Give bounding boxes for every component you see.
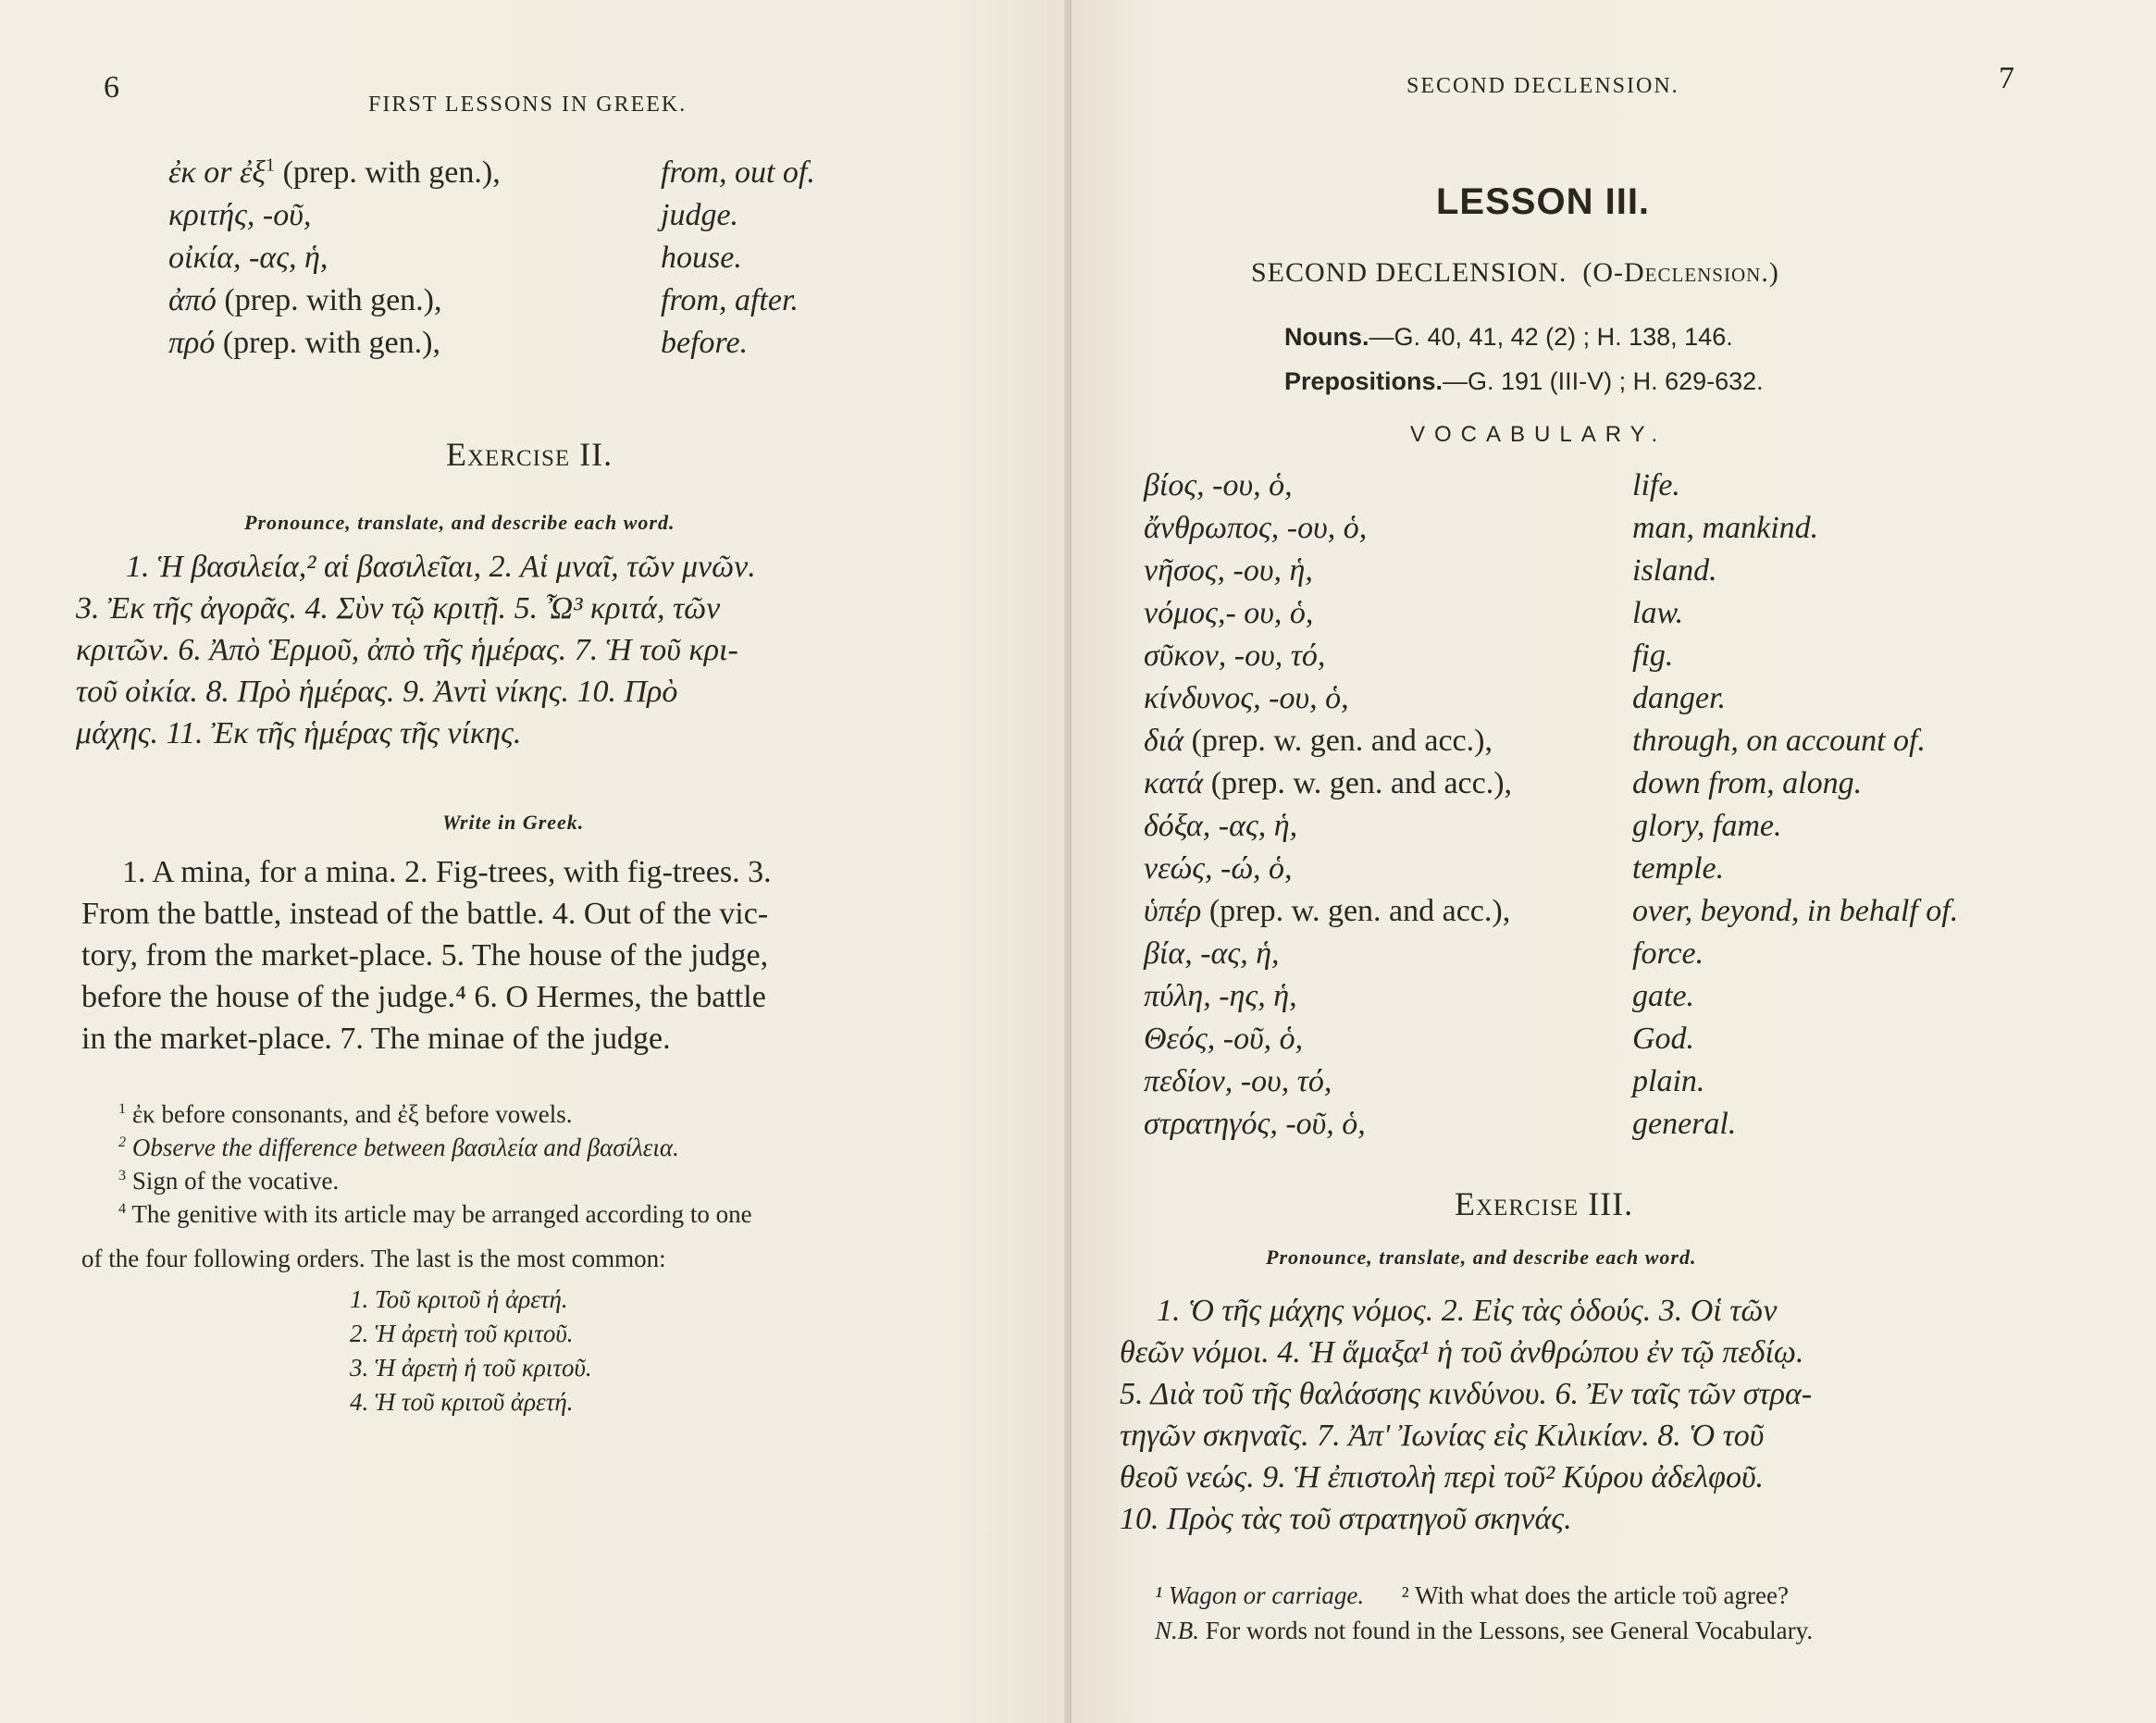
vocab-row: πεδίον, -ου, τό, <box>1144 1064 1332 1098</box>
text-line: τηγῶν σκηναῖς. 7. Ἀπ' Ἰωνίας εἰς Κιλικίαν. 8. Ὁ τοῦ <box>1120 1419 1765 1453</box>
vocab-row: κίνδυνος, -ου, ὁ, <box>1144 681 1349 715</box>
vocab-row: οἰκία, -ας, ἡ, <box>168 241 328 275</box>
footnote: $^1$ ἐκ before consonants, and ἐξ before vowels. <box>118 1100 573 1128</box>
vocab-meaning: through, on account of. <box>1632 724 1926 758</box>
write-title: Write in Greek. <box>442 811 585 834</box>
text-line: τοῦ οἰκία. 8. Πρὸ ἡμέρας. 9. Ἀντὶ νίκης. 10. Πρὸ <box>76 675 678 709</box>
vocab-row: σῦκον, -ου, τό, <box>1144 638 1326 673</box>
vocab-row: ἀπό (prep. with gen.), <box>168 283 442 317</box>
vocab-meaning: general. <box>1632 1107 1737 1141</box>
vocab-meaning: from, out of. <box>661 155 815 190</box>
english-exercise <box>81 851 988 1060</box>
order-item: 4. Ἡ τοῦ κριτοῦ ἀρετή. <box>350 1388 574 1416</box>
footnote: $^4$ The genitive with its article may be arranged according to one <box>118 1200 752 1228</box>
text-line: μάχης. 11. Ἐκ τῆς ἡμέρας τῆς νίκης. <box>76 716 522 750</box>
vocab-meaning: before. <box>661 326 749 360</box>
footnote: $^2$ Observe the difference between βασιλεία and βασίλεια. <box>118 1134 679 1161</box>
vocab-row: κατά (prep. w. gen. and acc.), <box>1144 766 1513 800</box>
refs-nouns: Nouns.—G. 40, 41, 42 (2) ; H. 138, 146. <box>1284 323 1733 351</box>
vocab-meaning: gate. <box>1632 979 1695 1013</box>
text-line: 3. Ἐκ τῆς ἀγορᾶς. 4. Σὺν τῷ κριτῇ. 5. Ὦ³ κριτά, τῶν <box>76 591 721 626</box>
vocab-row: νῆσος, -ου, ἡ, <box>1144 553 1313 588</box>
vocab-row: διά (prep. w. gen. and acc.), <box>1144 724 1493 758</box>
order-item: 3. Ἡ ἀρετὴ ἡ τοῦ κριτοῦ. <box>350 1354 592 1382</box>
footnote: ¹ Wagon or carriage. <box>1155 1581 1365 1609</box>
exercise-title-left: Exercise II. <box>446 436 613 473</box>
footnote: $^3$ Sign of the vocative. <box>118 1167 340 1195</box>
vocabulary-heading: VOCABULARY. <box>1410 422 1667 447</box>
genitive-orders <box>350 1283 592 1419</box>
footnote: ² With what does the article τοῦ agree? <box>1401 1581 1789 1609</box>
text-line: 1. A mina, for a mina. 2. Fig-trees, with fig-trees. 3. <box>122 855 772 889</box>
order-item: 1. Τοῦ κριτοῦ ἡ ἀρετή. <box>350 1285 568 1313</box>
vocab-meaning: fig. <box>1632 638 1674 673</box>
vocab-meaning: temple. <box>1632 851 1725 886</box>
vocab-meaning: down from, along. <box>1632 766 1863 800</box>
vocab-row: στρατηγός, -οῦ, ὁ, <box>1144 1107 1366 1141</box>
vocab-meaning: life. <box>1632 468 1680 502</box>
vocab-meaning: law. <box>1632 596 1684 630</box>
footnote-continued: of the four following orders. The last is the most common: <box>81 1245 666 1272</box>
vocab-meaning: judge. <box>661 198 739 232</box>
nb-note: N.B. For words not found in the Lessons, see General Vocabulary. <box>1155 1617 1814 1644</box>
footnotes-left <box>118 1097 752 1231</box>
vocab-meaning: from, after. <box>661 283 799 317</box>
instruction-left: Pronounce, translate, and describe each word. <box>244 511 675 534</box>
running-head-left: FIRST LESSONS IN GREEK. <box>368 93 688 117</box>
vocab-row: νόμος,- ου, ὁ, <box>1144 596 1314 630</box>
text-line: 5. Διὰ τοῦ τῆς θαλάσσης κινδύνου. 6. Ἐν ταῖς τῶν στρα- <box>1120 1377 1813 1411</box>
text-line: θεοῦ νεώς. 9. Ἡ ἐπιστολὴ περὶ τοῦ² Κύρου ἀδελφοῦ. <box>1120 1460 1765 1494</box>
declension-heading: SECOND DECLENSION. (O-Declension.) <box>1251 257 1779 288</box>
vocab-meaning: plain. <box>1632 1064 1705 1098</box>
footnotes-right <box>1155 1579 1789 1612</box>
vocab-meaning: force. <box>1632 936 1704 971</box>
vocab-row: πύλη, -ης, ἡ, <box>1144 979 1297 1013</box>
vocab-row: ἄνθρωπος, -ου, ὁ, <box>1144 511 1368 545</box>
vocab-row: νεώς, -ώ, ὁ, <box>1144 851 1293 886</box>
vocab-row: Θεός, -οῦ, ὁ, <box>1144 1022 1304 1056</box>
vocab-row: βία, -ας, ἡ, <box>1144 936 1280 971</box>
text-line: κριτῶν. 6. Ἀπὸ Ἑρμοῦ, ἀπὸ τῆς ἡμέρας. 7. Ἡ τοῦ κρι- <box>76 633 738 667</box>
running-head-right: SECOND DECLENSION. <box>1406 74 1679 98</box>
vocab-row: κριτής, -οῦ, <box>168 198 312 232</box>
exercise-title-right: Exercise III. <box>1455 1185 1634 1222</box>
grammar-references <box>1284 315 1764 403</box>
vocab-meaning: God. <box>1632 1022 1695 1056</box>
vocab-row: δόξα, -ας, ἡ, <box>1144 809 1298 843</box>
vocab-meaning: island. <box>1632 553 1717 588</box>
vocab-row: ἐκ or ἐξ$^1$ (prep. with gen.), <box>168 155 501 190</box>
text-line: 10. Πρὸς τὰς τοῦ στρατηγοῦ σκηνάς. <box>1120 1502 1572 1536</box>
text-line: 1. Ὁ τῆς μάχης νόμος. 2. Εἰς τὰς ὁδούς. 3. Οἱ τῶν <box>1157 1294 1778 1328</box>
vocab-meaning: man, mankind. <box>1632 511 1819 545</box>
order-item: 2. Ἡ ἀρετὴ τοῦ κριτοῦ. <box>350 1320 574 1347</box>
instruction-right: Pronounce, translate, and describe each word. <box>1266 1246 1697 1269</box>
vocab-meaning: glory, fame. <box>1632 809 1782 843</box>
text-line: θεῶν νόμοι. 4. Ἡ ἅμαξα¹ ἡ τοῦ ἀνθρώπου ἐν τῷ πεδίῳ. <box>1120 1335 1804 1370</box>
vocab-row: πρό (prep. with gen.), <box>168 326 440 360</box>
lesson-title: LESSON III. <box>1436 181 1651 222</box>
vocab-row: ὑπέρ (prep. w. gen. and acc.), <box>1144 894 1511 928</box>
text-line: 1. Ἡ βασιλεία,² αἱ βασιλεῖαι, 2. Αἱ μναῖ, τῶν μνῶν. <box>126 550 756 584</box>
text-line: in the market-place. 7. The minae of the judge. <box>81 1022 671 1056</box>
vocab-meaning: danger. <box>1632 681 1727 715</box>
page-number-left: 6 <box>104 70 119 105</box>
vocab-meaning: over, beyond, in behalf of. <box>1632 894 1959 928</box>
refs-prepositions: Prepositions.—G. 191 (III-V) ; H. 629-632. <box>1284 367 1764 395</box>
page-number-right: 7 <box>1999 61 2014 95</box>
vocab-row: βίος, -ου, ὁ, <box>1144 468 1293 502</box>
greek-exercise-left <box>76 546 992 754</box>
text-line: From the battle, instead of the battle. 4. Out of the vic- <box>81 897 769 931</box>
vocab-meaning: house. <box>661 241 742 275</box>
text-line: before the house of the judge.⁴ 6. O Hermes, the battle <box>81 980 766 1014</box>
text-line: tory, from the market-place. 5. The house of the judge, <box>81 938 769 973</box>
greek-exercise-right <box>1120 1290 2021 1540</box>
